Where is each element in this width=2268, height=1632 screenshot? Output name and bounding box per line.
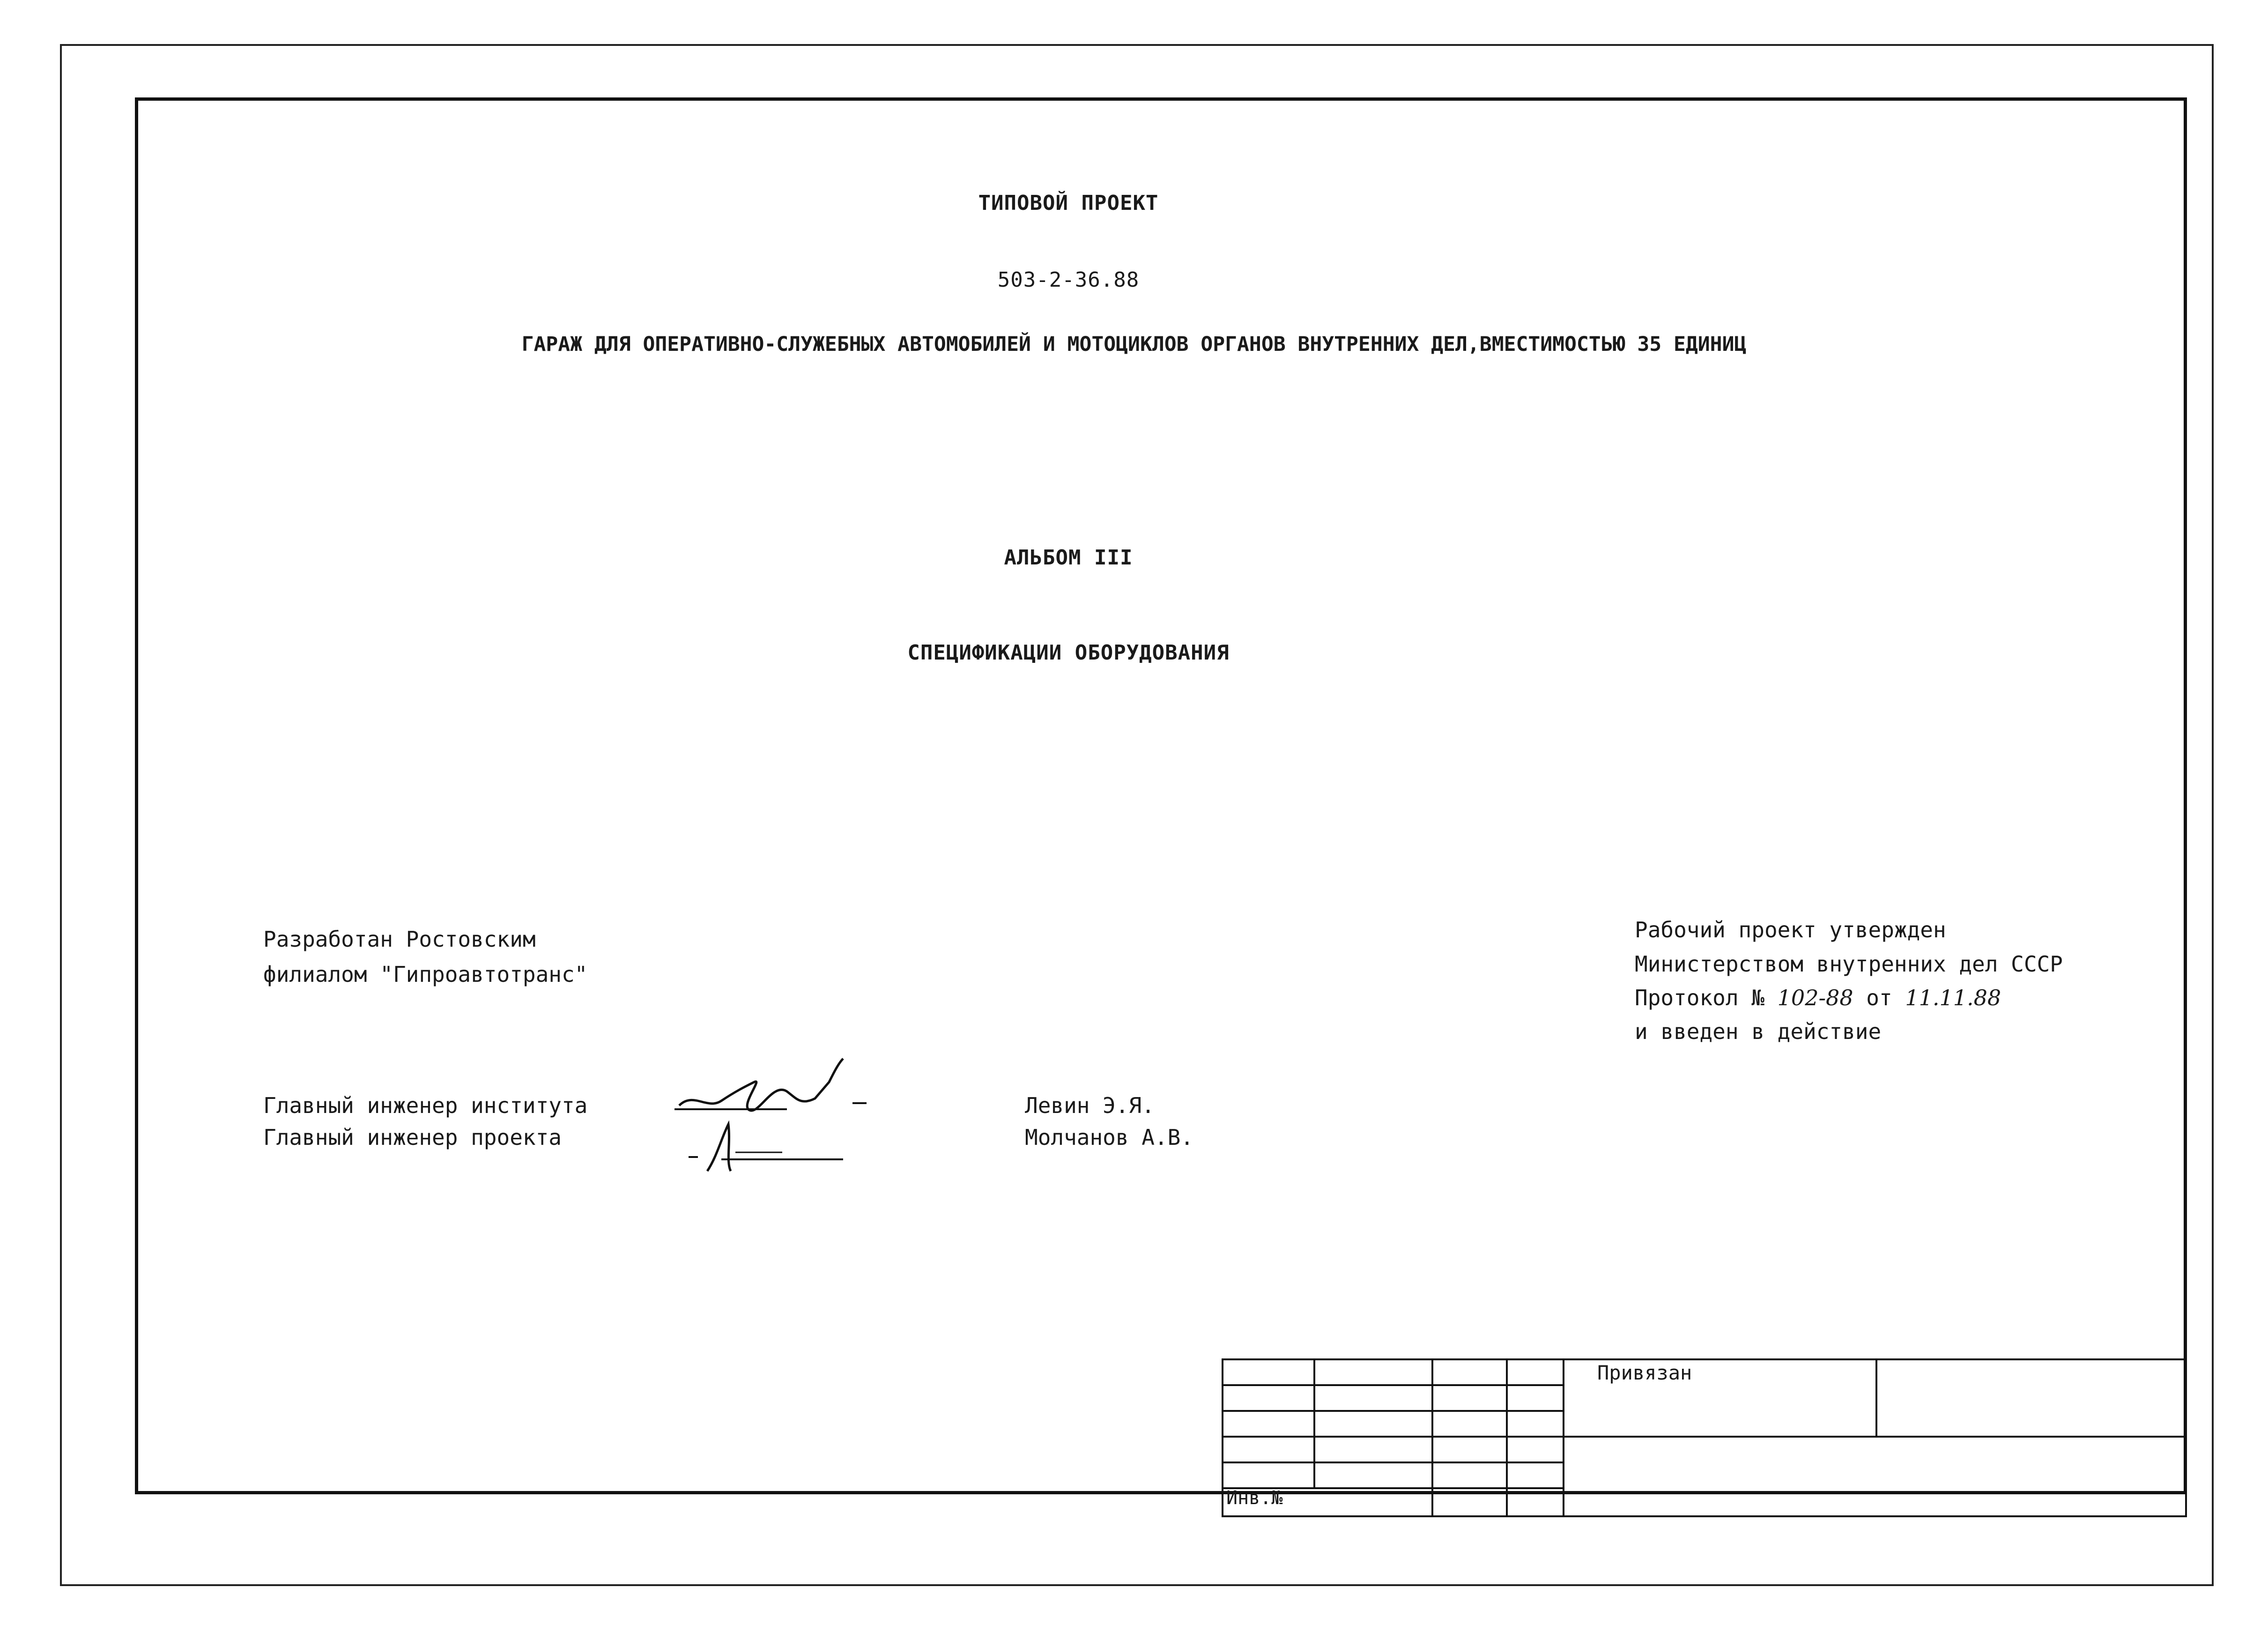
protocol-prefix: Протокол №	[1635, 985, 1764, 1010]
project-type: ТИПОВОЙ ПРОЕКТ	[978, 191, 1159, 215]
project-number: 503-2-36.88	[997, 268, 1140, 292]
approval-line-2: Министерством внутренних дел СССР	[1635, 951, 2063, 977]
signature-name-2: Молчанов А.В.	[1025, 1125, 1194, 1150]
inventory-label: Инв.№	[1226, 1487, 1283, 1509]
approval-line-1: Рабочий проект утвержден	[1635, 917, 1946, 942]
approval-line-4: и введен в действие	[1635, 1019, 1882, 1044]
developer-line-2: филиалом "Гипроавтотранс"	[263, 962, 588, 987]
album-title: АЛЬБОМ III	[1004, 546, 1133, 570]
linked-label: Привязан	[1597, 1361, 1692, 1384]
signature-2-mark	[689, 1115, 848, 1180]
signature-1-mark	[674, 1054, 881, 1124]
approval-protocol	[1635, 984, 2001, 1012]
signature-name-1: Левин Э.Я.	[1025, 1093, 1155, 1118]
album-subject: СПЕЦИФИКАЦИИ ОБОРУДОВАНИЯ	[907, 641, 1230, 665]
protocol-date: 11.11.88	[1905, 985, 2001, 1010]
protocol-number: 102-88	[1777, 985, 1853, 1010]
developer-line-1: Разработан Ростовским	[263, 927, 536, 952]
date-prefix: от	[1866, 985, 1892, 1010]
drawing-frame	[135, 97, 2187, 1494]
signature-role-1: Главный инженер института	[263, 1093, 588, 1118]
project-title: ГАРАЖ ДЛЯ ОПЕРАТИВНО-СЛУЖЕБНЫХ АВТОМОБИЛЕЙ И МОТОЦИКЛОВ ОРГАНОВ ВНУТРЕННИХ ДЕЛ,ВМЕСТИМОСТЬЮ 35 ЕДИНИЦ	[521, 333, 1747, 356]
signature-role-2: Главный инженер проекта	[263, 1125, 562, 1150]
